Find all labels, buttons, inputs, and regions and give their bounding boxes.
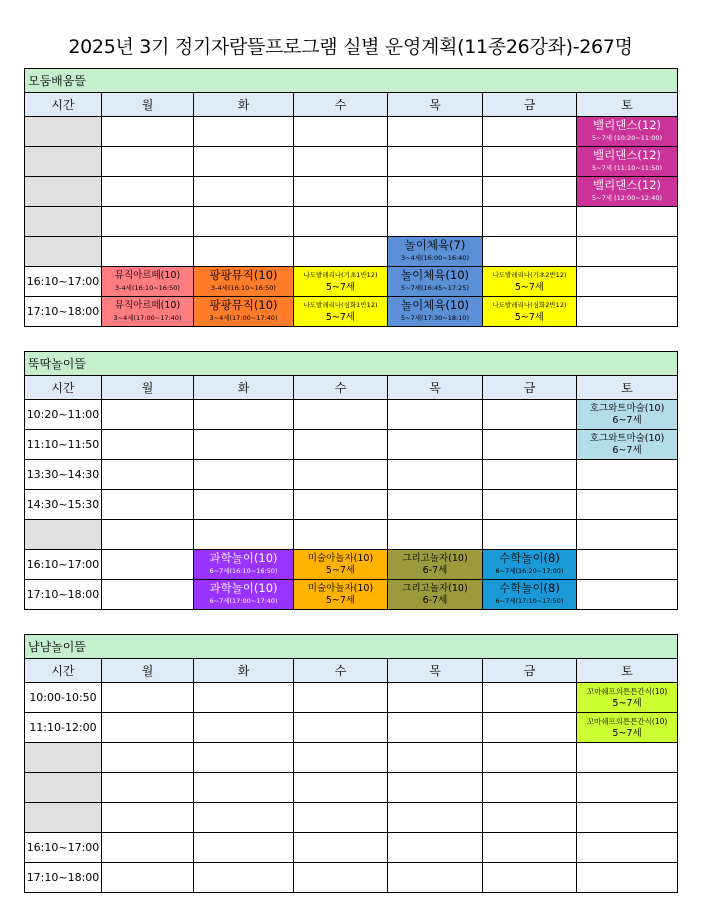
day-header: 화 — [194, 659, 294, 683]
empty-slot — [577, 833, 678, 863]
empty-slot — [102, 207, 194, 237]
day-header: 수 — [294, 659, 388, 683]
program-detail: 5~7세 — [514, 282, 545, 293]
empty-slot — [388, 520, 483, 550]
empty-slot — [294, 460, 388, 490]
program-cell[interactable] — [294, 580, 388, 610]
empty-slot — [388, 400, 483, 430]
schedule-row — [25, 550, 678, 580]
program-cell[interactable] — [577, 713, 678, 743]
day-header: 토 — [577, 376, 678, 400]
empty-slot — [388, 430, 483, 460]
day-header: 토 — [577, 659, 678, 683]
program-cell[interactable] — [388, 297, 483, 327]
program-detail: 3-4세(16:10~16:50) — [115, 284, 180, 292]
schedule-table-ttukttak — [24, 351, 678, 610]
program-detail: 6-7세 — [422, 565, 448, 576]
empty-slot — [194, 117, 294, 147]
empty-slot — [483, 520, 577, 550]
empty-slot — [294, 177, 388, 207]
program-cell[interactable] — [483, 550, 577, 580]
day-header: 월 — [102, 93, 194, 117]
empty-slot — [483, 430, 577, 460]
program-detail: 6~7세(17:10~17:50) — [495, 597, 564, 605]
empty-slot — [577, 267, 678, 297]
day-header: 수 — [294, 376, 388, 400]
schedule-row — [25, 803, 678, 833]
empty-slot — [577, 520, 678, 550]
empty-slot — [194, 803, 294, 833]
program-cell[interactable] — [194, 580, 294, 610]
day-header: 금 — [483, 376, 577, 400]
empty-slot — [483, 460, 577, 490]
time-slot: 16:10~17:00 — [25, 267, 102, 297]
time-slot — [25, 177, 102, 207]
empty-slot — [102, 550, 194, 580]
program-detail: 3-4세(16:10~16:50) — [211, 284, 276, 292]
time-slot: 10:00-10:50 — [25, 683, 102, 713]
empty-slot — [102, 490, 194, 520]
program-name: 그리고놀자(10) — [402, 583, 468, 594]
empty-slot — [388, 460, 483, 490]
program-detail: 5~7세(17:30~18:10) — [401, 314, 469, 322]
schedule-row — [25, 460, 678, 490]
empty-slot — [483, 207, 577, 237]
empty-slot — [102, 147, 194, 177]
program-name: 미술아놀자(10) — [307, 583, 374, 594]
empty-slot — [577, 490, 678, 520]
program-name: 호그와트마술(10) — [589, 403, 665, 414]
program-cell[interactable] — [294, 267, 388, 297]
program-detail: 3~4세(16:00~16:40) — [401, 254, 469, 262]
empty-slot — [102, 580, 194, 610]
program-cell[interactable] — [577, 683, 678, 713]
program-name: 밸리댄스(12) — [593, 118, 662, 132]
program-detail: 5~7세 — [612, 698, 642, 709]
time-slot: 13:30~14:30 — [25, 460, 102, 490]
program-name: 놀이체육(10) — [400, 298, 470, 312]
empty-slot — [294, 400, 388, 430]
program-name: 놀이체육(7) — [404, 238, 466, 252]
empty-slot — [294, 803, 388, 833]
empty-slot — [483, 803, 577, 833]
day-header: 목 — [388, 376, 483, 400]
section-title: 냠냠놀이뜰 — [25, 635, 678, 659]
time-slot: 16:10~17:00 — [25, 550, 102, 580]
time-slot — [25, 147, 102, 177]
schedule-row — [25, 580, 678, 610]
day-header: 금 — [483, 659, 577, 683]
program-cell[interactable] — [388, 267, 483, 297]
empty-slot — [194, 773, 294, 803]
schedule-row — [25, 713, 678, 743]
schedule-row — [25, 743, 678, 773]
program-name: 나도발레리나(심화2반12) — [492, 301, 567, 309]
empty-slot — [577, 297, 678, 327]
program-cell[interactable] — [577, 400, 678, 430]
empty-slot — [483, 683, 577, 713]
schedule-row — [25, 177, 678, 207]
empty-slot — [102, 520, 194, 550]
program-name: 팡팡뮤직(10) — [209, 298, 278, 312]
empty-slot — [294, 147, 388, 177]
program-cell[interactable] — [388, 237, 483, 267]
empty-slot — [102, 863, 194, 893]
empty-slot — [102, 713, 194, 743]
program-detail: 5~7세 — [325, 312, 356, 323]
program-cell[interactable] — [194, 267, 294, 297]
empty-slot — [194, 833, 294, 863]
section-title: 모둠배움뜰 — [25, 69, 678, 93]
empty-slot — [102, 460, 194, 490]
empty-slot — [194, 400, 294, 430]
empty-slot — [388, 490, 483, 520]
schedule-row — [25, 267, 678, 297]
program-detail: 5~7세 — [325, 282, 356, 293]
program-name: 놀이체육(10) — [400, 268, 470, 282]
empty-slot — [388, 803, 483, 833]
time-slot — [25, 117, 102, 147]
empty-slot — [102, 177, 194, 207]
empty-slot — [102, 773, 194, 803]
empty-slot — [483, 237, 577, 267]
schedule-row — [25, 207, 678, 237]
program-cell[interactable] — [388, 550, 483, 580]
day-header: 수 — [294, 93, 388, 117]
empty-slot — [388, 207, 483, 237]
day-header-row — [25, 93, 678, 117]
program-detail: 5~7세 — [325, 565, 356, 576]
program-detail: 6~7세 — [612, 445, 642, 456]
time-slot — [25, 773, 102, 803]
empty-slot — [194, 713, 294, 743]
program-detail: 3~4세(17:00~17:40) — [209, 314, 278, 322]
program-cell[interactable] — [577, 147, 678, 177]
empty-slot — [577, 863, 678, 893]
empty-slot — [294, 117, 388, 147]
program-cell[interactable] — [483, 267, 577, 297]
time-slot: 16:10~17:00 — [25, 833, 102, 863]
page-title: 2025년 3기 정기자람뜰프로그램 실별 운영계획(11종26강좌)-267명 — [68, 36, 633, 58]
empty-slot — [194, 490, 294, 520]
time-slot — [25, 207, 102, 237]
time-slot — [25, 743, 102, 773]
program-name: 미술아놀자(10) — [307, 553, 374, 564]
empty-slot — [483, 743, 577, 773]
program-detail: 5~7세(16:45~17:25) — [401, 284, 469, 292]
empty-slot — [388, 773, 483, 803]
program-cell[interactable] — [483, 297, 577, 327]
empty-slot — [194, 683, 294, 713]
day-header: 목 — [388, 659, 483, 683]
empty-slot — [102, 430, 194, 460]
program-detail: 5~7세 (11:10~11:50) — [592, 164, 663, 172]
empty-slot — [194, 863, 294, 893]
schedule-row — [25, 237, 678, 267]
program-name: 수학놀이(8) — [499, 551, 560, 565]
program-name: 과학놀이(10) — [209, 581, 278, 595]
schedule-row — [25, 773, 678, 803]
section-header-row — [25, 635, 678, 659]
program-name: 밸리댄스(12) — [593, 148, 662, 162]
empty-slot — [194, 430, 294, 460]
schedule-table-modum — [24, 68, 678, 327]
empty-slot — [388, 117, 483, 147]
section-title: 뚝딱놀이뜰 — [25, 352, 678, 376]
program-name: 꼬마쉐프의튼튼간식(10) — [586, 687, 668, 696]
day-header-row — [25, 376, 678, 400]
program-detail: 6~7세(16:20~17:00) — [495, 567, 564, 575]
time-slot — [25, 237, 102, 267]
program-detail: 6~7세 — [612, 415, 642, 426]
time-slot: 11:10-12:00 — [25, 713, 102, 743]
program-name: 과학놀이(10) — [209, 551, 278, 565]
empty-slot — [388, 863, 483, 893]
schedule-table-nyamnyam — [24, 634, 678, 893]
program-name: 뮤직아르떼(10) — [114, 270, 181, 281]
program-detail: 5~7세 (12:00~12:40) — [592, 194, 663, 202]
empty-slot — [577, 207, 678, 237]
empty-slot — [577, 773, 678, 803]
empty-slot — [294, 490, 388, 520]
program-name: 뮤직아르떼(10) — [114, 300, 181, 311]
program-cell[interactable] — [577, 430, 678, 460]
time-column-header: 시간 — [25, 93, 102, 117]
empty-slot — [194, 743, 294, 773]
program-detail: 5~7세 — [612, 728, 642, 739]
time-slot: 10:20~11:00 — [25, 400, 102, 430]
program-name: 팡팡뮤직(10) — [209, 268, 278, 282]
program-detail: 6~7세(16:10~16:50) — [209, 567, 278, 575]
schedule-row — [25, 430, 678, 460]
time-slot — [25, 803, 102, 833]
schedule-row — [25, 833, 678, 863]
program-cell[interactable] — [577, 117, 678, 147]
time-slot: 17:10~18:00 — [25, 580, 102, 610]
empty-slot — [102, 803, 194, 833]
empty-slot — [294, 713, 388, 743]
empty-slot — [483, 833, 577, 863]
empty-slot — [388, 147, 483, 177]
day-header-row — [25, 659, 678, 683]
empty-slot — [483, 400, 577, 430]
program-cell[interactable] — [194, 550, 294, 580]
time-column-header: 시간 — [25, 659, 102, 683]
empty-slot — [388, 713, 483, 743]
empty-slot — [483, 147, 577, 177]
section-header-row — [25, 69, 678, 93]
empty-slot — [483, 713, 577, 743]
time-slot: 17:10~18:00 — [25, 297, 102, 327]
program-name: 나도발레리나(기초2반12) — [492, 271, 567, 279]
day-header: 금 — [483, 93, 577, 117]
program-name: 호그와트마술(10) — [589, 433, 665, 444]
program-cell[interactable] — [388, 580, 483, 610]
time-slot: 17:10~18:00 — [25, 863, 102, 893]
program-detail: 6~7세(17:00~17:40) — [209, 597, 278, 605]
empty-slot — [294, 743, 388, 773]
program-cell[interactable] — [577, 177, 678, 207]
empty-slot — [294, 207, 388, 237]
empty-slot — [102, 117, 194, 147]
program-name: 나도발레리나(심화1반12) — [303, 301, 378, 309]
empty-slot — [194, 207, 294, 237]
schedule-row — [25, 147, 678, 177]
empty-slot — [294, 833, 388, 863]
empty-slot — [102, 743, 194, 773]
empty-slot — [194, 460, 294, 490]
program-cell[interactable] — [294, 550, 388, 580]
empty-slot — [388, 177, 483, 207]
schedule-row — [25, 520, 678, 550]
empty-slot — [388, 833, 483, 863]
empty-slot — [294, 430, 388, 460]
empty-slot — [388, 683, 483, 713]
day-header: 토 — [577, 93, 678, 117]
program-cell[interactable] — [102, 297, 194, 327]
empty-slot — [483, 773, 577, 803]
empty-slot — [577, 803, 678, 833]
empty-slot — [294, 863, 388, 893]
empty-slot — [483, 117, 577, 147]
time-slot: 14:30~15:30 — [25, 490, 102, 520]
day-header: 월 — [102, 659, 194, 683]
empty-slot — [194, 520, 294, 550]
empty-slot — [294, 520, 388, 550]
program-name: 꼬마쉐프의튼튼간식(10) — [586, 717, 668, 726]
empty-slot — [194, 147, 294, 177]
empty-slot — [483, 177, 577, 207]
schedule-row — [25, 863, 678, 893]
program-name: 수학놀이(8) — [499, 581, 560, 595]
schedule-row — [25, 400, 678, 430]
day-header: 화 — [194, 93, 294, 117]
section-header-row — [25, 352, 678, 376]
empty-slot — [294, 683, 388, 713]
program-cell[interactable] — [483, 580, 577, 610]
empty-slot — [294, 237, 388, 267]
program-name: 나도발레리나(기초1반12) — [303, 271, 378, 279]
schedule-row — [25, 297, 678, 327]
program-detail: 5~7세 (10:20~11:00) — [592, 134, 663, 142]
empty-slot — [102, 833, 194, 863]
empty-slot — [577, 743, 678, 773]
schedule-row — [25, 490, 678, 520]
program-cell[interactable] — [194, 297, 294, 327]
program-detail: 6-7세 — [422, 595, 448, 606]
time-slot: 11:10~11:50 — [25, 430, 102, 460]
program-detail: 5~7세 — [514, 312, 545, 323]
empty-slot — [102, 400, 194, 430]
program-detail: 3~4세(17:00~17:40) — [113, 314, 182, 322]
schedule-row — [25, 683, 678, 713]
program-cell[interactable] — [102, 267, 194, 297]
program-detail: 5~7세 — [325, 595, 356, 606]
empty-slot — [577, 550, 678, 580]
day-header: 월 — [102, 376, 194, 400]
empty-slot — [194, 177, 294, 207]
day-header: 목 — [388, 93, 483, 117]
empty-slot — [294, 773, 388, 803]
program-name: 밸리댄스(12) — [593, 178, 662, 192]
empty-slot — [194, 237, 294, 267]
empty-slot — [577, 460, 678, 490]
empty-slot — [388, 743, 483, 773]
program-name: 그리고놀자(10) — [402, 553, 468, 564]
empty-slot — [577, 237, 678, 267]
day-header: 화 — [194, 376, 294, 400]
time-column-header: 시간 — [25, 376, 102, 400]
time-slot — [25, 520, 102, 550]
empty-slot — [102, 683, 194, 713]
program-cell[interactable] — [294, 297, 388, 327]
empty-slot — [483, 490, 577, 520]
schedule-row — [25, 117, 678, 147]
empty-slot — [102, 237, 194, 267]
empty-slot — [483, 863, 577, 893]
empty-slot — [577, 580, 678, 610]
